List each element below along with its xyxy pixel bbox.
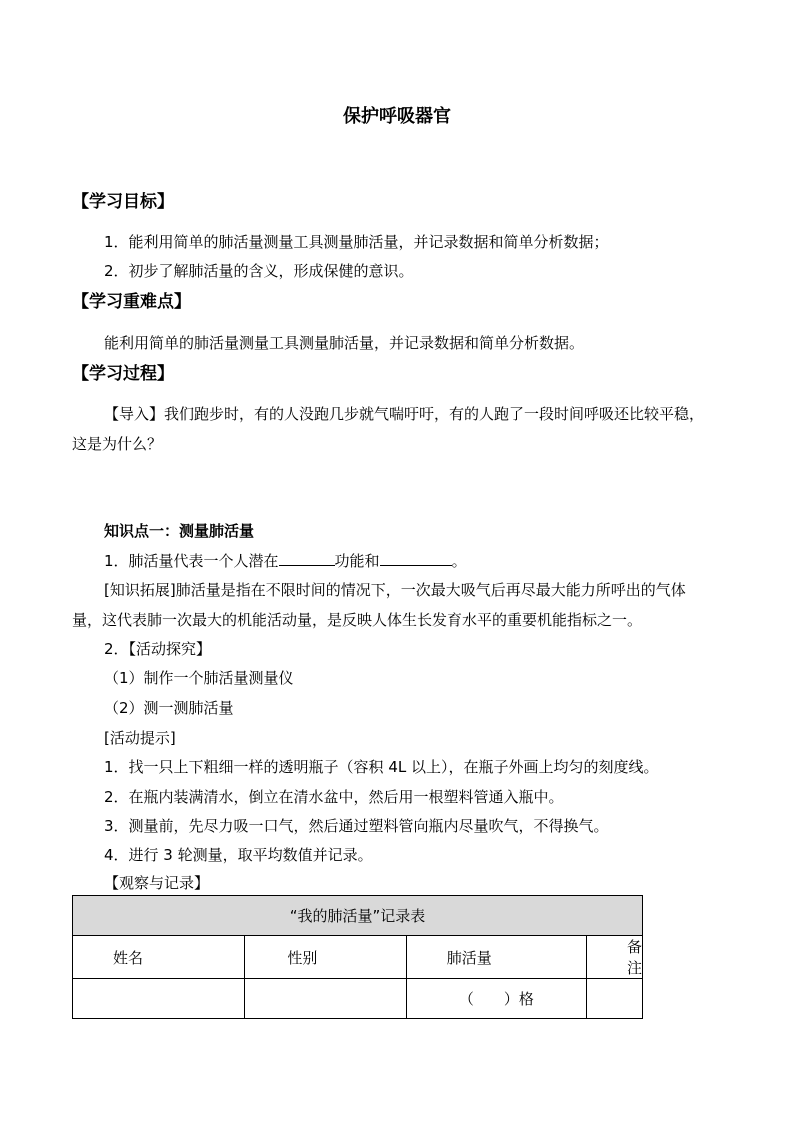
- goals-heading: 【学习目标】: [72, 192, 174, 212]
- hint-item: 2．在瓶内装满清水，倒立在清水盆中，然后用一根塑料管通入瓶中。: [104, 788, 564, 806]
- activity-item: （1）制作一个肺活量测量仪: [104, 669, 294, 687]
- record-table: [72, 895, 643, 1019]
- header-name: 姓名: [73, 936, 245, 979]
- cell-name: [73, 979, 245, 1019]
- cell-notes: [586, 979, 642, 1019]
- hint-item: 1．找一只上下粗细一样的透明瓶子（容积 4L 以上），在瓶子外画上均匀的刻度线。: [104, 758, 659, 776]
- goal-item: 1．能利用简单的肺活量测量工具测量肺活量，并记录数据和简单分析数据；: [104, 233, 609, 251]
- observe-title: 【观察与记录】: [104, 874, 210, 892]
- process-heading: 【学习过程】: [72, 364, 174, 384]
- intro-line: 【导入】我们跑步时，有的人没跑几步就气喘吁吁，有的人跑了一段时间呼吸还比较平稳，: [104, 405, 705, 423]
- answer-blank: [380, 553, 452, 566]
- header-notes: 备注: [586, 936, 642, 979]
- key-points-text: 能利用简单的肺活量测量工具测量肺活量，并记录数据和简单分析数据。: [104, 334, 585, 352]
- cell-lung-capacity: （ ）格: [406, 979, 586, 1019]
- answer-blank: [279, 553, 335, 566]
- key-points-heading: 【学习重难点】: [72, 292, 191, 312]
- header-gender: 性别: [245, 936, 406, 979]
- question-1-text: 功能和: [334, 552, 380, 570]
- activity-title: 2．【活动探究】: [104, 640, 212, 658]
- hint-item: 3．测量前，先尽力吸一口气，然后通过塑料管向瓶内尽量吹气，不得换气。: [104, 817, 609, 835]
- question-1-text: 。: [451, 552, 467, 570]
- table-caption-row: [73, 896, 643, 936]
- hint-item: 4．进行 3 轮测量，取平均数值并记录。: [104, 846, 373, 864]
- knowledge-extension-line: 量，这代表肺一次最大的机能活动量，是反映人体生长发育水平的重要机能指标之一。: [72, 611, 643, 629]
- table-header-row: [73, 936, 643, 979]
- table-row: [73, 979, 643, 1019]
- table-caption: “我的肺活量”记录表: [73, 896, 643, 936]
- question-1: [104, 553, 467, 569]
- cell-gender: [245, 979, 406, 1019]
- page-title: 保护呼吸器官: [343, 106, 451, 127]
- intro-line: 这是为什么？: [72, 435, 163, 453]
- goal-item: 2．初步了解肺活量的含义，形成保健的意识。: [104, 262, 414, 280]
- question-1-text: 1．肺活量代表一个人潜在: [104, 552, 279, 570]
- header-lung-capacity: 肺活量: [406, 936, 586, 979]
- hints-title: [活动提示]: [104, 729, 176, 747]
- knowledge-point-title: 知识点一：测量肺活量: [104, 522, 255, 540]
- knowledge-extension-line: [知识拓展]肺活量是指在不限时间的情况下，一次最大吸气后再尽最大能力所呼出的气体: [104, 581, 686, 599]
- activity-item: （2）测一测肺活量: [104, 699, 234, 717]
